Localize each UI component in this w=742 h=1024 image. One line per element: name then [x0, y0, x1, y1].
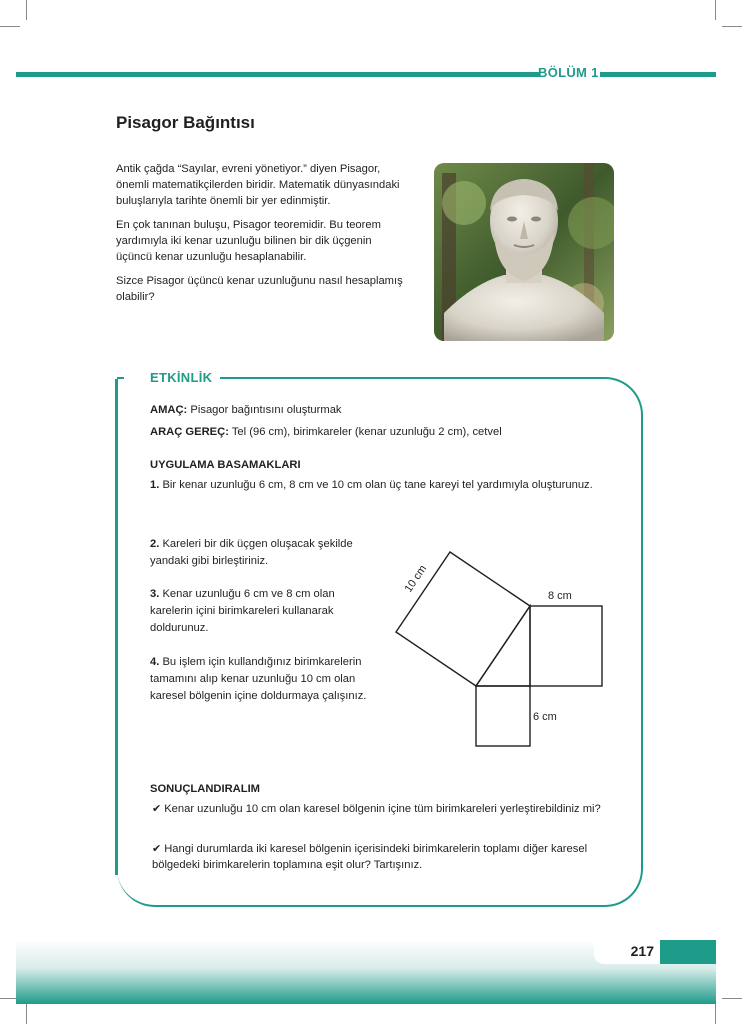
header-rule-right	[600, 72, 716, 77]
tools-line	[150, 424, 502, 440]
aim-line	[150, 402, 342, 418]
crop-mark	[0, 26, 20, 27]
question-text: Kenar uzunluğu 10 cm olan karesel bölgenin içine tüm birimkareleri yerleştirebildiniz mi?	[164, 803, 601, 815]
step-number: 2.	[150, 538, 160, 550]
intro-paragraph: Antik çağda “Sayılar, evreni yönetiyor.” diyen Pisagor, önemli matematikçilerden biridir. Matematik dünyasındaki buluşlarıyla tarihte önemli bir yer edinmiştir.	[116, 163, 400, 207]
label-6cm: 6 cm	[533, 711, 557, 723]
page-number: 217	[630, 943, 654, 959]
header-rule	[16, 72, 540, 77]
label-10cm: 10 cm	[402, 563, 430, 595]
pythagoras-squares-diagram	[380, 545, 620, 755]
step-number: 3.	[150, 588, 160, 600]
crop-mark	[715, 1004, 716, 1024]
aim-label: AMAÇ:	[150, 404, 188, 416]
check-icon: ✔	[152, 803, 162, 815]
right-triangle	[476, 606, 530, 686]
step-1	[150, 477, 593, 493]
aim-text: Pisagor bağıntısını oluşturmak	[187, 404, 342, 416]
activity-title: ETKİNLİK	[150, 370, 213, 385]
intro-paragraph: Sizce Pisagor üçüncü kenar uzunluğunu nasıl hesaplamış olabilir?	[116, 275, 403, 303]
label-8cm: 8 cm	[548, 590, 572, 602]
crop-mark	[26, 0, 27, 20]
step-number: 4.	[150, 656, 160, 668]
check-icon: ✔	[152, 843, 162, 855]
crop-mark	[722, 26, 742, 27]
pythagoras-bust-image	[434, 163, 614, 341]
question-2	[152, 841, 602, 873]
page-title: Pisagor Bağıntısı	[116, 113, 255, 132]
question-text: Hangi durumlarda iki karesel bölgenin içerisindeki birimkarelerin toplamı diğer karesel bölgedeki birimkarelerin toplamına eşit olur? Tartışınız.	[152, 843, 588, 871]
crop-mark	[715, 0, 716, 20]
square-6cm	[476, 686, 530, 746]
steps-title: UYGULAMA BASAMAKLARI	[150, 459, 301, 471]
tools-label: ARAÇ GEREÇ:	[150, 426, 229, 438]
activity-frame-left	[115, 379, 118, 875]
crop-mark	[722, 998, 742, 999]
page-tab	[660, 940, 716, 964]
chapter-label: BÖLÜM 1	[538, 65, 599, 80]
tools-text: Tel (96 cm), birimkareler (kenar uzunluğu 2 cm), cetvel	[228, 426, 502, 438]
step-4	[150, 654, 375, 705]
intro-paragraph: En çok tanınan buluşu, Pisagor teoremidir. Bu teorem yardımıyla iki kenar uzunluğu bilinen bir dik üçgenin üçüncü kenar uzunluğu hesaplanabilir.	[116, 219, 381, 263]
step-number: 1.	[150, 479, 160, 491]
step-text: Bir kenar uzunluğu 6 cm, 8 cm ve 10 cm olan üç tane kareyi tel yardımıyla oluşturunuz.	[159, 479, 593, 491]
step-text: Bu işlem için kullandığınız birimkarelerin tamamını alıp kenar uzunluğu 10 cm olan karesel bölgenin içine doldurmaya çalışınız.	[150, 656, 367, 702]
step-3	[150, 586, 375, 637]
conclude-title: SONUÇLANDIRALIM	[150, 783, 261, 795]
step-text: Kareleri bir dik üçgen oluşacak şekilde yandaki gibi birleştiriniz.	[150, 538, 353, 567]
crop-mark	[26, 1004, 27, 1024]
step-text: Kenar uzunluğu 6 cm ve 8 cm olan karelerin içini birimkareleri kullanarak doldurunuz.	[150, 588, 335, 634]
question-1	[152, 801, 602, 817]
step-2	[150, 536, 375, 570]
square-8cm	[530, 606, 602, 686]
intro-text	[116, 161, 406, 313]
